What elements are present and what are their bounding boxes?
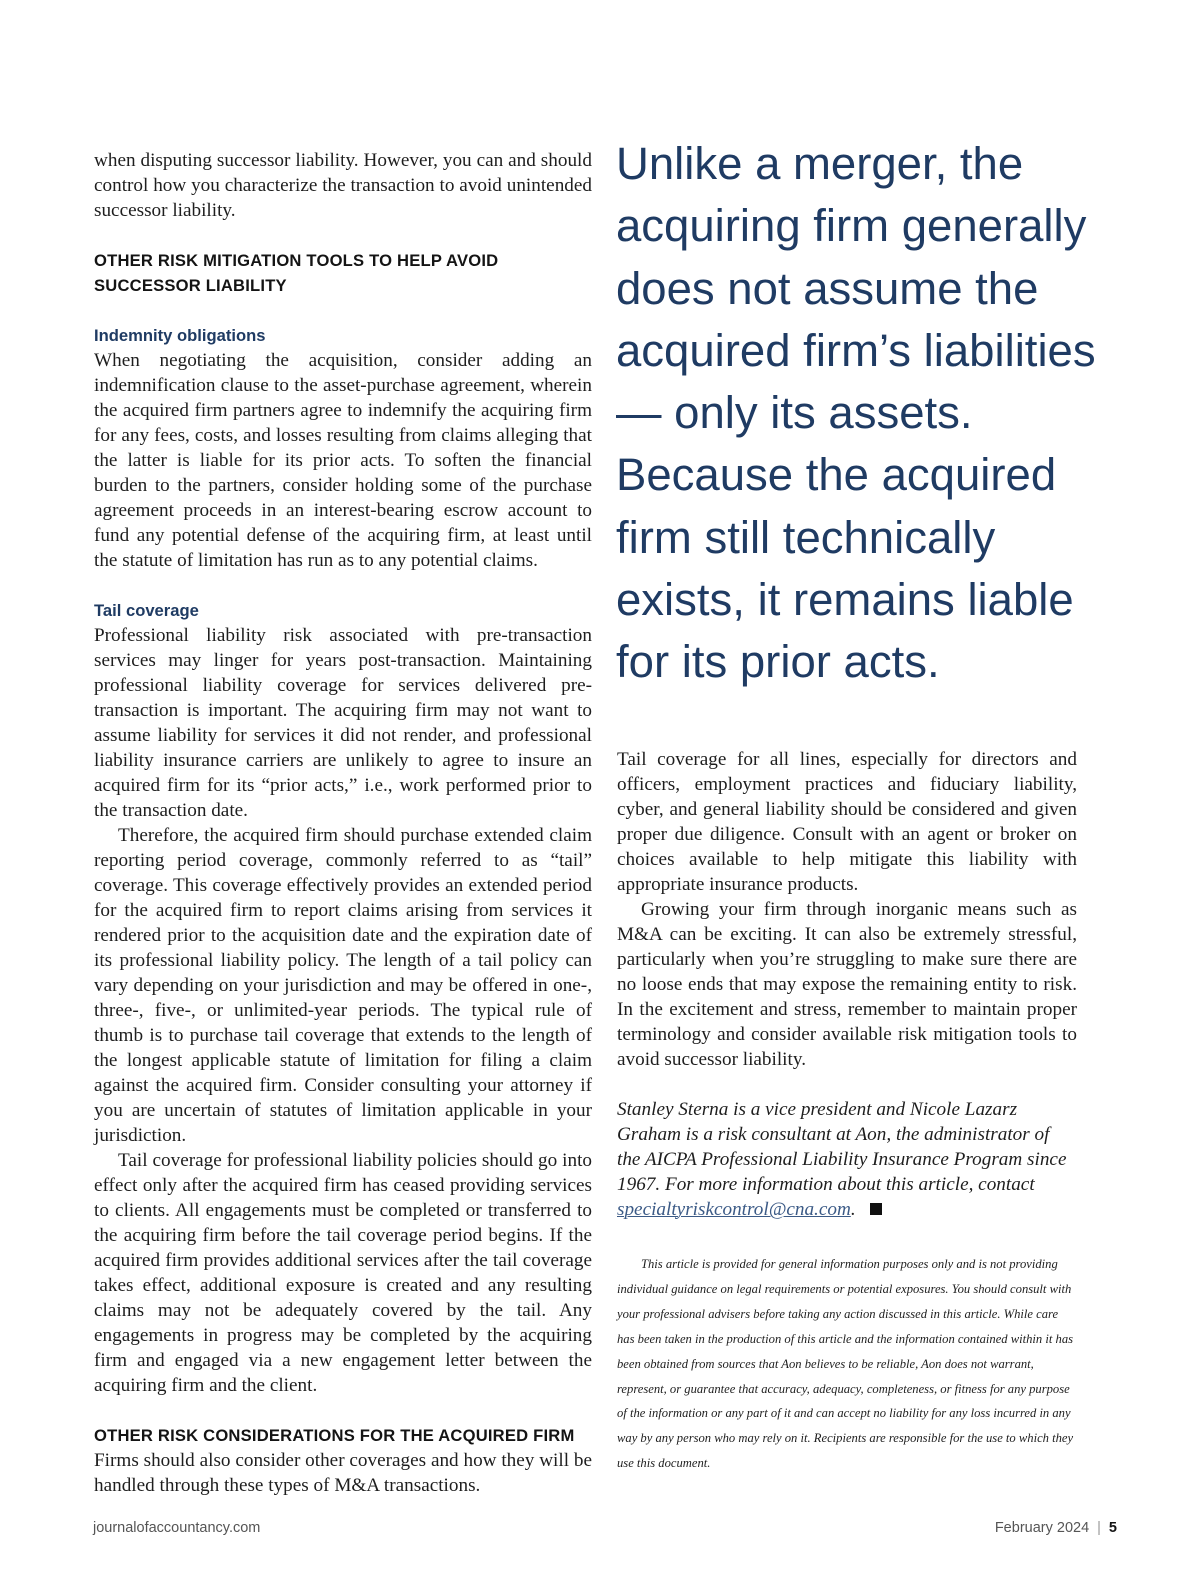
footer-website: journalofaccountancy.com: [93, 1520, 261, 1536]
section-heading-acquired-firm: OTHER RISK CONSIDERATIONS FOR THE ACQUIRED FIRM: [94, 1426, 575, 1445]
page-number: 5: [1108, 1520, 1117, 1536]
section-heading-line-1: OTHER RISK MITIGATION TOOLS TO HELP AVOID: [94, 251, 499, 270]
left-column: [94, 148, 592, 1498]
tail-paragraph-1: Professional liability risk associated with pre-transaction services may linger for years post-transaction. Maintaining professional liability coverage for services delivered pre-transaction is important. The acquiring firm may not want to assume liability for services it did not render, and professional liability insurance carriers are unlikely to agree to insure an acquired firm for its “prior acts,” i.e., work performed prior to the transaction date.: [94, 625, 592, 821]
bio-email-link[interactable]: specialtyriskcontrol@cna.com: [617, 1199, 851, 1220]
bio-text: Stanley Sterna is a vice president and Nicole Lazarz Graham is a risk consultant at Aon, the administrator of the AICPA Professional Liability Insurance Program since 1967. For more information about this article, contact: [617, 1099, 1067, 1195]
tail-paragraph-3: Tail coverage for professional liability policies should go into effect only after the acquired firm has ceased providing services to clients. All engagements must be completed or transferred to the acquiring firm before the tail coverage period begins. If the acquired firm provides additional services after the tail coverage takes effect, additional exposure is created and any resulting claims may not be adequately covered by the tail. Any engagements in progress may be completed by the acquiring firm and engaged via a new engagement letter between the acquiring firm and the client.: [94, 1150, 592, 1396]
disclaimer: This article is provided for general information purposes only and is not providing individual guidance on legal requirements or potential exposures. You should consult with your professional advisers before taking any action discussed in this article. While care has been taken in the production of this article and the information contained within it has been obtained from sources that Aon believes to be reliable, Aon does not warrant, represent, or guarantee that accuracy, adequacy, completeness, or fitness for any purpose of the information or any part of it and can accept no liability for any loss incurred in any way by any person who may rely on it. Recipients are responsible for the use to which they use this document.: [617, 1257, 1074, 1471]
tail-paragraph-2: Therefore, the acquired firm should purchase extended claim reporting period coverage, commonly referred to as “tail” coverage. This coverage effectively provides an extended period for the acquired firm to report claims arising from services it rendered prior to the acquisition date and the expiration date of its professional liability policy. The length of a tail policy can vary depending on your jurisdiction and may be offered in one-, three-, five-, or unlimited-year periods. The typical rule of thumb is to purchase tail coverage that extends to the length of the longest applicable statute of limitation for filing a claim against the acquired firm. Consider consulting your attorney if you are uncertain of statutes of limitation applicable in your jurisdiction.: [94, 825, 592, 1146]
bio-end-punct: .: [850, 1199, 856, 1220]
growing-paragraph: Growing your firm through inorganic means such as M&A can be exciting. It can also be extremely stressful, particularly when you’re struggling to make sure there are no loose ends that may expose the remaining entity to risk. In the excitement and stress, remember to maintain proper terminology and consider available risk mitigation tools to avoid successor liability.: [617, 899, 1077, 1070]
footer-separator: |: [1097, 1520, 1101, 1536]
footer-page-info: [995, 1520, 1117, 1536]
indemnity-heading: Indemnity obligations: [94, 326, 266, 345]
author-bio: [617, 1097, 1077, 1222]
tail-coverage-heading: Tail coverage: [94, 601, 199, 620]
section-heading-risk-mitigation: [94, 248, 592, 298]
section2-paragraph: Firms should also consider other coverages and how they will be handled through these types of M&A transactions.: [94, 1450, 592, 1496]
end-of-article-mark-icon: [870, 1203, 882, 1215]
tail-all-lines-paragraph: Tail coverage for all lines, especially for directors and officers, employment practices and fiduciary liability, cyber, and general liability should be considered and given proper due diligence. Consult with an agent or broker on choices available to help mitigate this liability with appropriate insurance products.: [617, 749, 1077, 895]
right-column: [617, 747, 1077, 1476]
footer-issue-date: February 2024: [994, 1520, 1090, 1536]
indemnity-paragraph: When negotiating the acquisition, consider adding an indemnification clause to the asset-purchase agreement, wherein the acquired firm partners agree to indemnify the acquiring firm for any fees, costs, and losses resulting from claims alleging that the latter is liable for its prior acts. To soften the financial burden to the partners, consider holding some of the purchase agreement proceeds in an interest-bearing escrow account to fund any potential defense of the acquiring firm, at least until the statute of limitation has run as to any potential claims.: [94, 350, 592, 571]
intro-paragraph: when disputing successor liability. However, you can and should control how you characterize the transaction to avoid unintended successor liability.: [94, 150, 592, 221]
pull-quote: Unlike a merger, the acquiring firm generally does not assume the acquired firm’s liabilities — only its assets. Because the acquired firm still technically exists, it remains liable for its prior acts.: [616, 138, 1096, 688]
section-heading-line-2: SUCCESSOR LIABILITY: [94, 276, 287, 295]
